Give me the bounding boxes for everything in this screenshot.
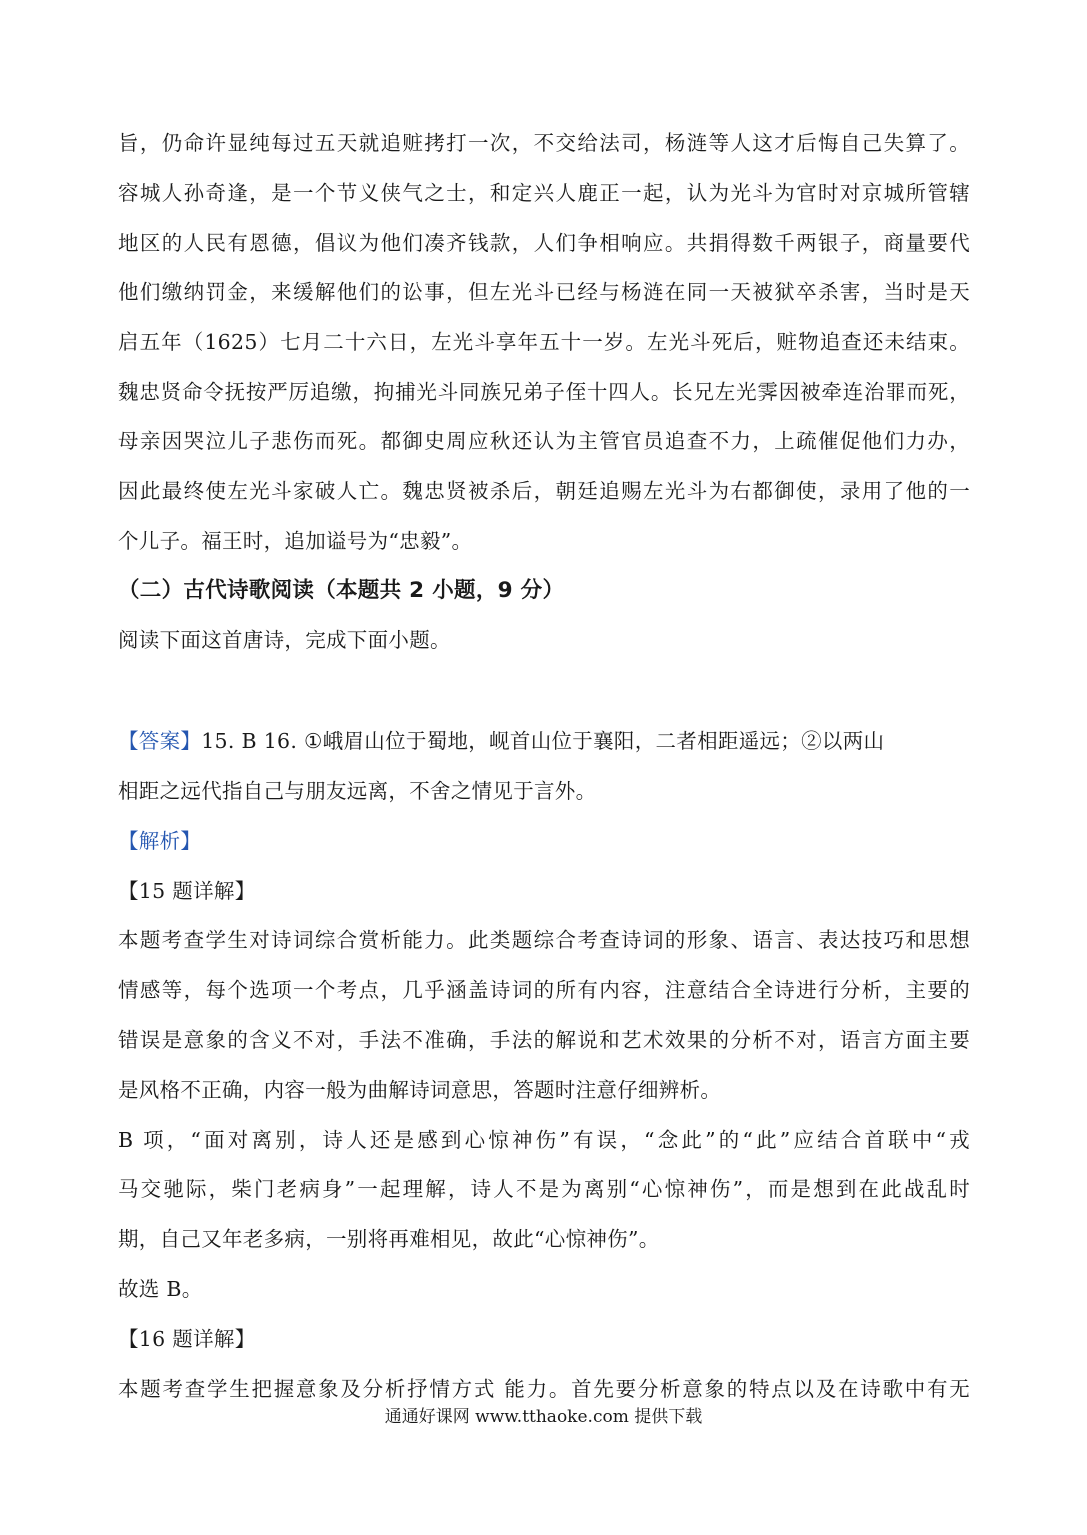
q15-label: 【15 题详解】 xyxy=(118,879,256,903)
q15-line: 故选 B。 xyxy=(118,1277,203,1301)
paragraph-line: 个儿子。福王时，追加谥号为“忠毅”。 xyxy=(118,529,473,553)
answer-line xyxy=(118,726,970,756)
paragraph-line: 魏忠贤命令抚按严厉追缴，拘捕光斗同族兄弟子侄十四人。长兄左光霁因被牵连治罪而死， xyxy=(118,380,970,404)
instruction-text: 阅读下面这首唐诗，完成下面小题。 xyxy=(118,628,451,652)
q15-line: 情感等，每个选项一个考点，几乎涵盖诗词的所有内容，注意结合全诗进行分析，主要的 xyxy=(118,978,970,1002)
q15-line: B 项，“面对离别，诗人还是感到心惊神伤”有误，“念此”的“此”应结合首联中“戎 xyxy=(118,1128,970,1152)
answer-text: 15. B 16. ①峨眉山位于蜀地，岘首山位于襄阳，二者相距遥远；②以两山 xyxy=(201,729,885,753)
paragraph-line: 启五年（1625）七月二十六日，左光斗享年五十一岁。左光斗死后，赃物追查还未结束。 xyxy=(118,330,970,354)
q15-line: 错误是意象的含义不对，手法不准确，手法的解说和艺术效果的分析不对，语言方面主要 xyxy=(118,1028,970,1052)
paragraph-line: 容城人孙奇逢，是一个节义侠气之士，和定兴人鹿正一起，认为光斗为官时对京城所管辖 xyxy=(118,181,970,205)
answer-line-2: 相距之远代指自己与朋友远离，不舍之情见于言外。 xyxy=(118,779,597,803)
paragraph-line: 母亲因哭泣儿子悲伤而死。都御史周应秋还认为主管官员追查不力，上疏催促他们力办， xyxy=(118,429,970,453)
page-footer: 通通好课网 www.tthaoke.com 提供下载 xyxy=(384,1407,703,1427)
paragraph-line: 因此最终使左光斗家破人亡。魏忠贤被杀后，朝廷追赐左光斗为右都御使，录用了他的一 xyxy=(118,479,970,503)
q16-line: 本题考查学生把握意象及分析抒情方式 能力。首先要分析意象的特点以及在诗歌中有无 xyxy=(118,1377,970,1401)
q15-line: 马交驰际，柴门老病身”一起理解，诗人不是为离别“心惊神伤”，而是想到在此战乱时 xyxy=(118,1177,970,1201)
q15-line: 本题考查学生对诗词综合赏析能力。此类题综合考查诗词的形象、语言、表达技巧和思想 xyxy=(118,928,970,952)
paragraph-line: 旨，仍命许显纯每过五天就追赃拷打一次，不交给法司，杨涟等人这才后悔自己失算了。 xyxy=(118,131,970,155)
paragraph-line: 他们缴纳罚金，来缓解他们的讼事，但左光斗已经与杨涟在同一天被狱卒杀害，当时是天 xyxy=(118,280,970,304)
q15-line: 是风格不正确，内容一般为曲解诗词意思，答题时注意仔细辨析。 xyxy=(118,1078,722,1102)
q16-label: 【16 题详解】 xyxy=(118,1327,256,1351)
section-heading: （二）古代诗歌阅读（本题共 2 小题，9 分） xyxy=(118,578,565,603)
analysis-label: 【解析】 xyxy=(118,829,202,853)
q15-line: 期，自己又年老多病，一别将再难相见，故此“心惊神伤”。 xyxy=(118,1227,660,1251)
paragraph-line: 地区的人民有恩德，倡议为他们凑齐钱款，人们争相响应。共捐得数千两银子，商量要代 xyxy=(118,231,970,255)
answer-label: 【答案】 xyxy=(118,729,202,753)
